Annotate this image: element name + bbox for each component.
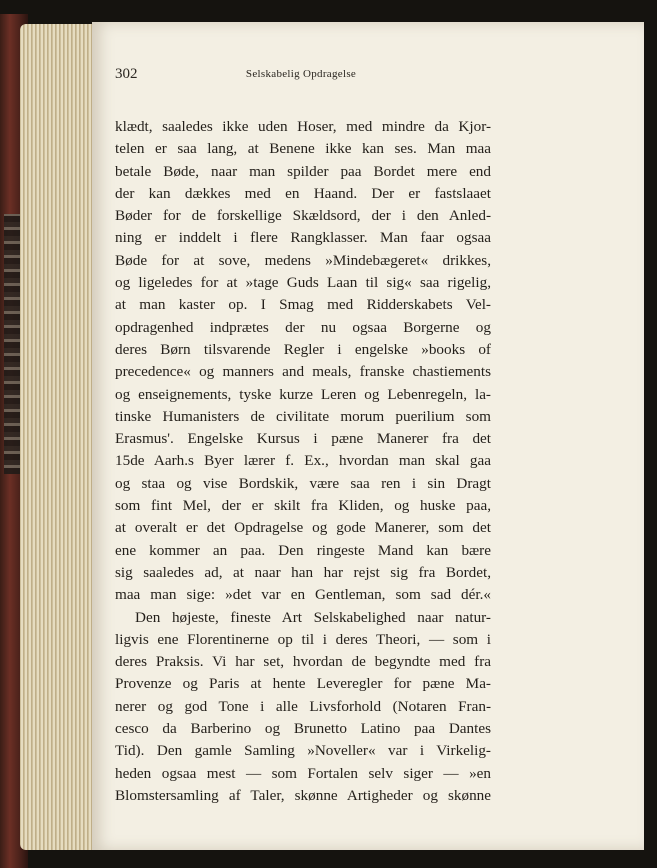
text-line: sig saaledes ad, at naar han har rejst sig fra Bordet, (115, 563, 491, 581)
text-line: deres Børn tilsvarende Regler i engelske »books of (115, 340, 491, 358)
text-line: og enseignements, tyske kurze Leren og Lebenregeln, la- (115, 385, 491, 403)
text-line: ene kommer an paa. Den ringeste Mand kan bære (115, 541, 491, 559)
text-line: at man kaster op. I Smag med Ridderskabets Vel- (115, 296, 491, 314)
text-line: Bøde for at sove, medens »Mindebægeret« drikkes, (115, 251, 491, 269)
text-line: tinske Humanisters de civilitate morum puerilium som (115, 407, 491, 425)
text-line: betale Bøde, naar man spilder paa Bordet mere end (115, 162, 491, 180)
text-line: klædt, saaledes ikke uden Hoser, med mindre da Kjor- (115, 118, 491, 135)
spine-label (4, 214, 20, 474)
text-line: Den højeste, fineste Art Selskabelighed naar natur- (135, 608, 491, 626)
text-line: der kan dækkes med en Haand. Der er fastslaaet (115, 184, 491, 202)
body-text (115, 116, 491, 807)
text-line: Erasmus'. Engelske Kursus i pæne Manerer fra det (115, 430, 491, 448)
page-header (115, 66, 487, 86)
text-line: heden ogsaa mest — som Fortalen selv siger — »en (115, 764, 491, 782)
text-line: som fint Mel, der er skilt fra Kliden, og huske paa, (115, 497, 491, 515)
page-edges (20, 24, 96, 850)
running-title: Selskabelig Opdragelse (245, 68, 357, 80)
text-line: deres Praksis. Vi har set, hvordan de begyndte med fra (115, 653, 491, 671)
text-line: Blomstersamling af Taler, skønne Artigheder og skønne (115, 786, 491, 804)
text-line: nerer og god Tone i alle Livsforhold (Notaren Fran- (115, 697, 491, 715)
text-line: 15de Aarh.s Byer lærer f. Ex., hvordan man skal gaa (115, 452, 491, 470)
page-number: 302 (115, 66, 138, 82)
text-line: telen er saa lang, at Benene ikke kan ses. Man maa (115, 140, 491, 158)
text-line: maa man sige: »det var en Gentleman, som sad dér.« (115, 586, 491, 604)
text-line: opdragenhed indprætes der nu ogsaa Borgerne og (115, 318, 491, 336)
text-line: ligvis ene Florentinerne op til i deres Theori, — som i (115, 630, 491, 648)
text-line: og staa og vise Bordskik, være saa ren i sin Dragt (115, 474, 491, 492)
text-line: Tid). Den gamle Samling »Noveller« var i Virkelig- (115, 742, 491, 760)
text-line: Provenze og Paris at hente Leveregler for pæne Ma- (115, 675, 491, 693)
text-line: og ligeledes for at »tage Guds Laan til sig« saa rigelig, (115, 274, 491, 292)
text-line: precedence« og manners and meals, franske chastiements (115, 363, 491, 381)
text-line: at overalt er det Opdragelse og gode Manerer, som det (115, 519, 491, 537)
text-line: ning er inddelt i flere Rangklasser. Man faar ogsaa (115, 229, 491, 247)
text-line: cesco da Barberino og Brunetto Latino paa Dantes (115, 720, 491, 738)
text-line: Bøder for de forskellige Skældsord, der i den Anled- (115, 207, 491, 225)
